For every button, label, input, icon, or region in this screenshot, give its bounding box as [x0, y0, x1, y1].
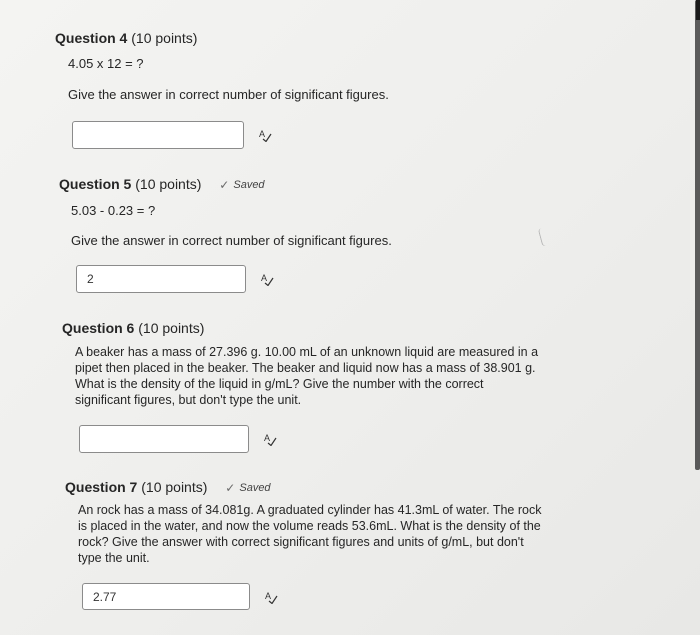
- question-5: [59, 176, 265, 192]
- spellcheck-icon[interactable]: [263, 432, 277, 446]
- question-4-answer-row: [72, 121, 272, 149]
- question-4-title: [55, 30, 197, 46]
- saved-status: [219, 178, 264, 192]
- question-points: (10 points): [131, 30, 198, 46]
- question-points: (10 points): [141, 479, 208, 495]
- svg-text:A: A: [265, 590, 272, 601]
- question-7-line: type the unit.: [78, 551, 150, 565]
- question-7-line: rock? Give the answer with correct significant figures and units of g/mL, but don't: [78, 535, 524, 549]
- svg-text:A: A: [261, 273, 268, 283]
- question-6-line: What is the density of the liquid in g/mL? Give the number with the correct: [75, 377, 484, 391]
- question-6-line: pipet then placed in the beaker. The beaker and liquid now has a mass of 38.901 g.: [75, 361, 536, 375]
- question-6-title: [62, 320, 204, 336]
- question-5-answer-field[interactable]: [76, 265, 246, 293]
- check-icon: ✓: [219, 178, 230, 192]
- question-title-text: Question 7: [65, 479, 138, 495]
- question-5-expression: 5.03 - 0.23 = ?: [71, 203, 156, 218]
- svg-text:A: A: [264, 433, 271, 443]
- question-5-answer-row: [76, 265, 274, 293]
- check-icon: ✓: [225, 481, 236, 495]
- question-7-answer-field[interactable]: [82, 583, 250, 610]
- question-title-text: Question 6: [62, 320, 135, 336]
- question-7-line: is placed in the water, and now the volume reads 53.6mL. What is the density of the: [78, 519, 541, 533]
- spellcheck-icon[interactable]: [260, 272, 274, 286]
- scrollbar[interactable]: [695, 0, 700, 470]
- question-5-title: [59, 176, 265, 192]
- question-7-line: An rock has a mass of 34.081g. A graduated cylinder has 41.3mL of water. The rock: [78, 503, 542, 517]
- svg-text:A: A: [259, 129, 266, 139]
- saved-label: Saved: [239, 482, 271, 494]
- spellcheck-icon[interactable]: [264, 590, 278, 604]
- question-6-line: A beaker has a mass of 27.396 g. 10.00 mL of an unknown liquid are measured in a: [75, 345, 539, 359]
- question-4: [55, 30, 197, 46]
- saved-status: [225, 481, 270, 495]
- question-6-line: significant figures, but don't type the unit.: [75, 393, 302, 407]
- question-title-text: Question 5: [59, 176, 132, 192]
- question-4-expression: 4.05 x 12 = ?: [68, 56, 144, 71]
- question-6: [62, 320, 204, 336]
- question-title-text: Question 4: [55, 30, 128, 46]
- question-7: [65, 479, 271, 495]
- question-4-answer-field[interactable]: [72, 121, 244, 149]
- page-mark: [538, 227, 549, 246]
- question-points: (10 points): [138, 320, 205, 336]
- question-points: (10 points): [135, 176, 202, 192]
- saved-label: Saved: [233, 179, 265, 191]
- question-7-title: [65, 479, 271, 495]
- spellcheck-icon[interactable]: [258, 128, 272, 142]
- question-6-body: [75, 344, 575, 408]
- question-5-prompt: Give the answer in correct number of significant figures.: [71, 233, 392, 248]
- question-6-answer-field[interactable]: [79, 425, 249, 453]
- question-4-prompt: Give the answer in correct number of significant figures.: [68, 87, 389, 102]
- question-7-answer-row: [82, 583, 278, 610]
- question-6-answer-row: [79, 425, 277, 453]
- question-7-body: [78, 502, 578, 566]
- scrollbar-top: [696, 0, 700, 20]
